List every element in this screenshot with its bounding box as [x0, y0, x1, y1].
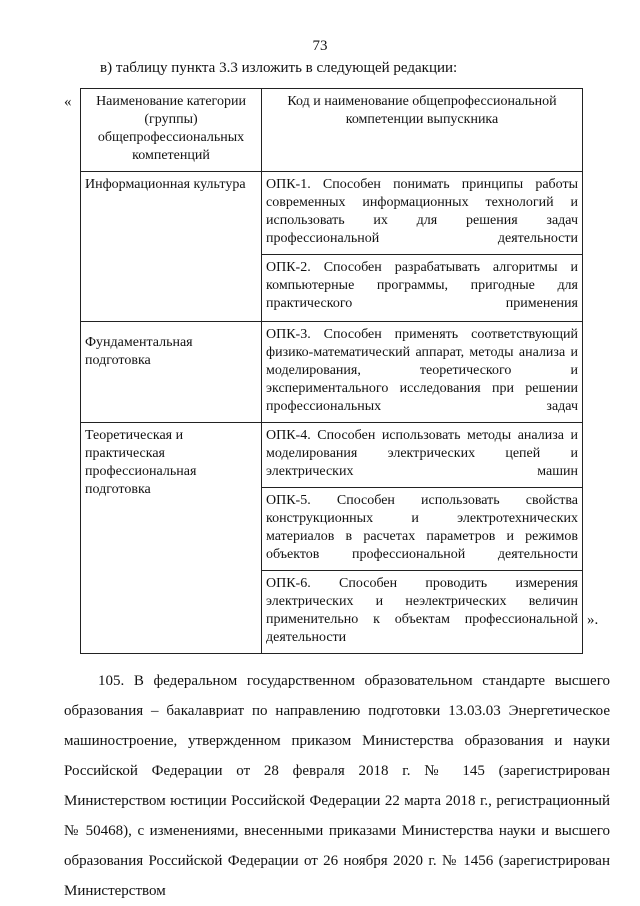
closing-quote: ».	[587, 612, 599, 628]
competency-cell: ОПК-6. Способен проводить измерения электрических и неэлектрических величин применительно к объектам профессиональной деятельности	[262, 571, 583, 654]
competency-cell: ОПК-4. Способен использовать методы анализа и моделирования электрических цепей и электрических машин	[262, 423, 583, 488]
header-code: Код и наименование общепрофессиональной компетенции выпускника	[262, 89, 583, 172]
table-row	[81, 322, 583, 423]
category-cell: Теоретическая и практическая профессиональная подготовка	[81, 423, 262, 654]
competency-cell: ОПК-2. Способен разрабатывать алгоритмы и компьютерные программы, пригодные для практического применения	[262, 255, 583, 322]
opening-quote: «	[64, 94, 72, 110]
competency-cell: ОПК-3. Способен применять соответствующий физико-математический аппарат, методы анализа и моделирования, теоретического и экспериментального исследования при решении профессиональных задач	[262, 322, 583, 423]
competencies-table	[80, 88, 583, 654]
page-number: 73	[312, 38, 328, 54]
header-category: Наименование категории (группы) общепрофессиональных компетенций	[81, 89, 262, 172]
category-cell: Фундаментальная подготовка	[81, 322, 262, 423]
table-row	[81, 423, 583, 488]
table-header-row	[81, 89, 583, 172]
competency-cell: ОПК-1. Способен понимать принципы работы современных информационных технологий и использовать их для решения задач профессиональной деятельности	[262, 172, 583, 255]
category-cell: Информационная культура	[81, 172, 262, 322]
intro-text: в) таблицу пункта 3.3 изложить в следующей редакции:	[100, 60, 458, 76]
competency-cell: ОПК-5. Способен использовать свойства конструкционных и электротехнических материалов в расчетах параметров и режимов объектов профессиональной деятельности	[262, 488, 583, 571]
paragraph-105: 105. В федеральном государственном образовательном стандарте высшего образования – бакалавриат по направлению подготовки 13.03.03 Энергетическое машиностроение, утвержденном приказом Министерства образования и науки Российской Федерации от 28 февраля 2018 г. № 145 (зарегистрирован Министерством юстиции Российской Федерации 22 марта 2018 г., регистрационный № 50468), с изменениями, внесенными приказами Министерства науки и высшего образования Российской Федерации от 26 ноября 2020 г. № 1456 (зарегистрирован Министерством	[64, 673, 610, 899]
table-row	[81, 172, 583, 255]
